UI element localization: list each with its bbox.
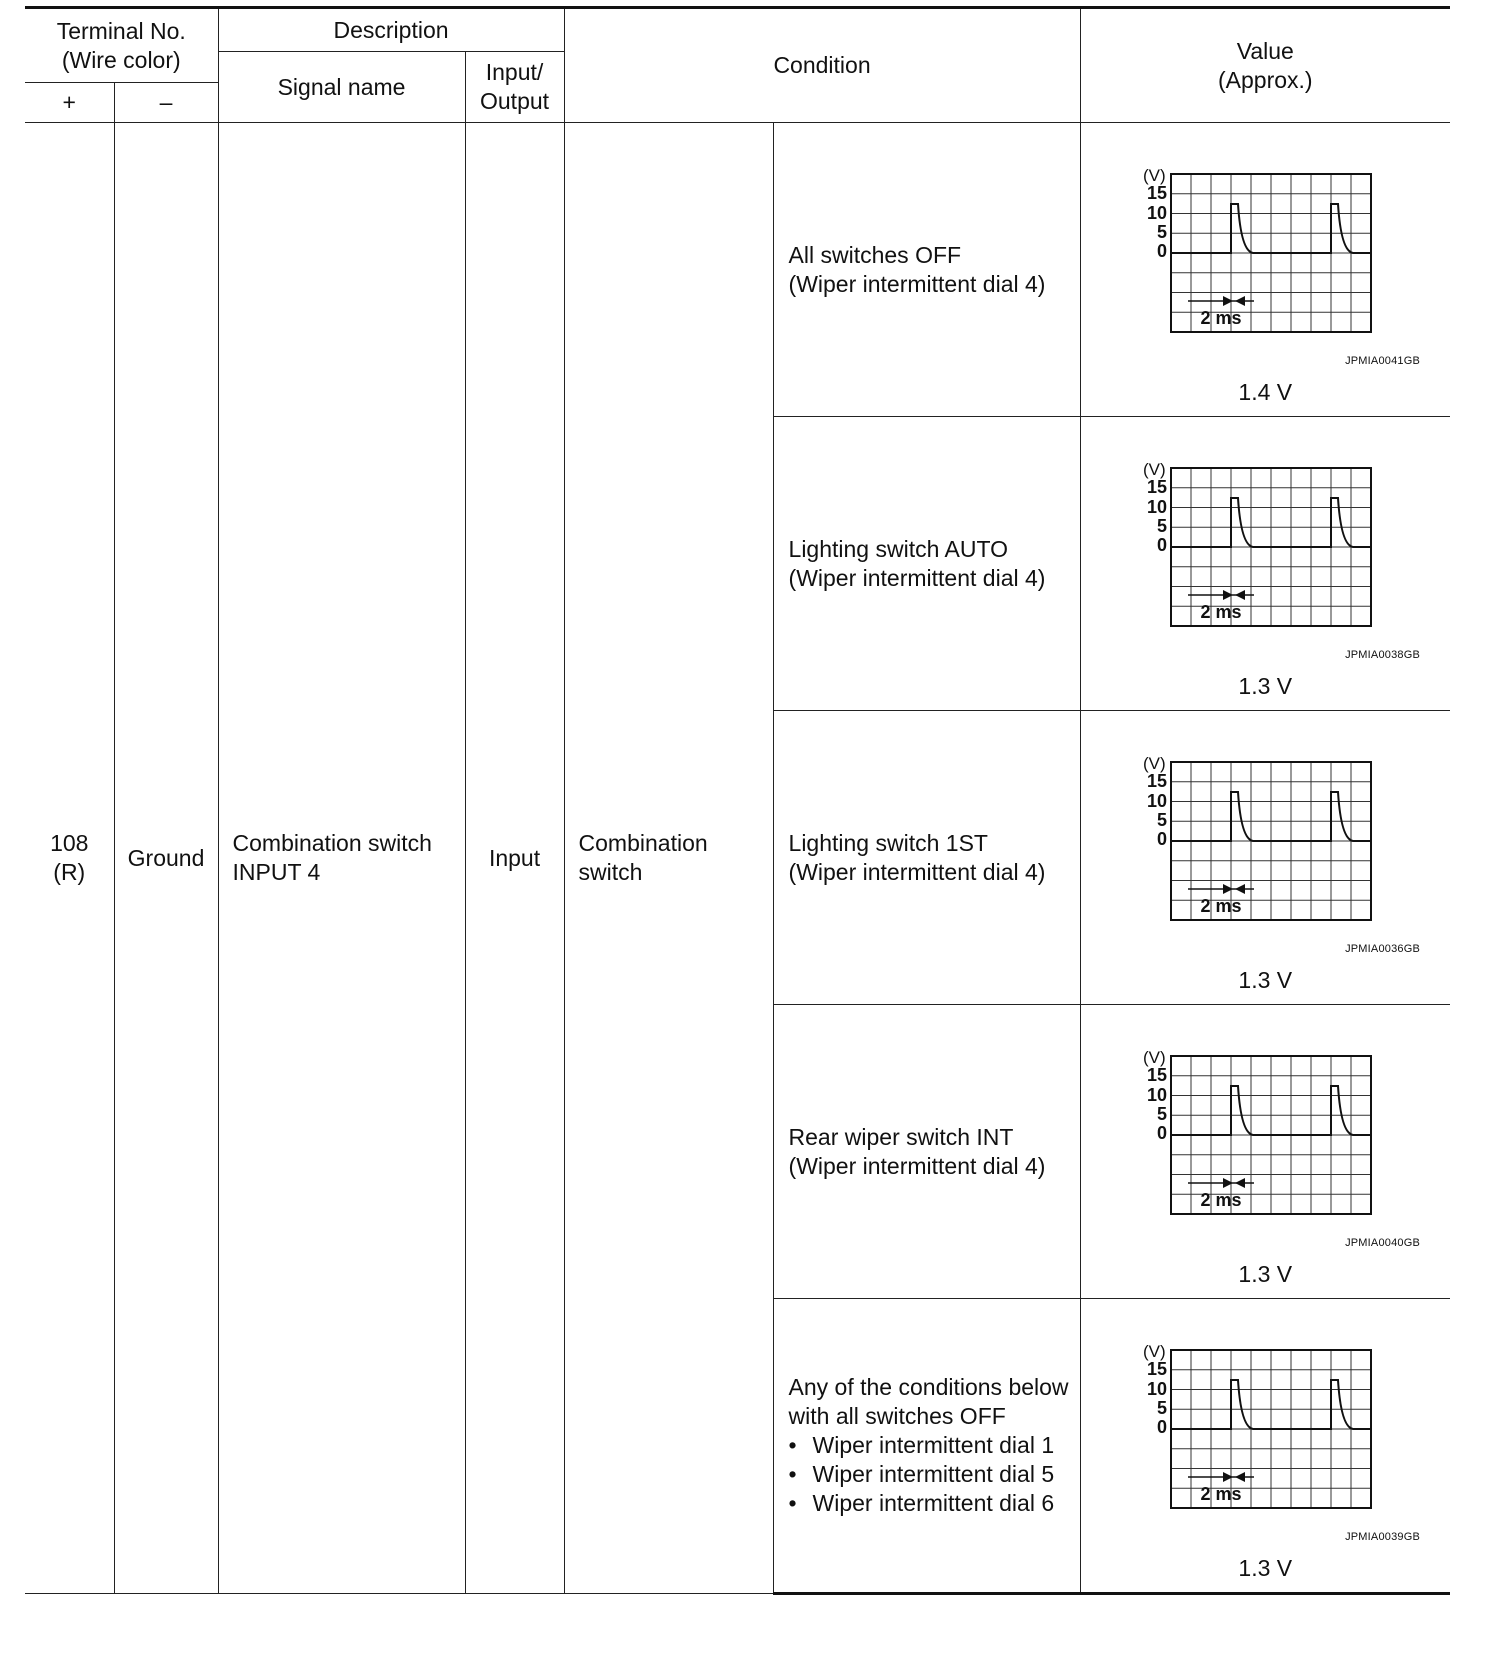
- value-cell: [1080, 1005, 1450, 1299]
- terminal-plus-header: +: [25, 83, 114, 123]
- time-arrow-left: [1235, 590, 1245, 600]
- oscilloscope-waveform: [1121, 1343, 1411, 1519]
- bullet-text: Wiper intermittent dial 1: [812, 1432, 1055, 1458]
- waveform-svg: [1121, 1343, 1411, 1513]
- condition-line2: (Wiper intermittent dial 4): [788, 270, 1046, 297]
- signal-name-header: Signal name: [218, 52, 465, 123]
- waveform-svg: [1121, 755, 1411, 925]
- axis-tick-label: 10: [1146, 203, 1167, 223]
- condition-header: Condition: [564, 8, 1080, 123]
- waveform-svg: [1121, 461, 1411, 631]
- oscilloscope-waveform: [1121, 1049, 1411, 1225]
- axis-tick-label: 0: [1156, 1417, 1167, 1437]
- axis-tick-label: 15: [1146, 1359, 1167, 1379]
- axis-tick-label: 10: [1146, 791, 1167, 811]
- value-cell: [1080, 123, 1450, 417]
- signal-name-line2: INPUT 4: [232, 859, 321, 885]
- condition-cell: [773, 1005, 1080, 1299]
- value-cell: [1080, 711, 1450, 1005]
- figure-id: JPMIA0041GB: [1345, 355, 1421, 367]
- condition-group-line2: switch: [578, 859, 643, 885]
- oscilloscope-waveform: [1121, 755, 1411, 931]
- bullet-text: Wiper intermittent dial 5: [812, 1461, 1055, 1487]
- input-output-cell: Input: [465, 123, 564, 1594]
- terminal-no-header-line1: Terminal No.: [56, 17, 186, 44]
- condition-line1: All switches OFF: [788, 241, 962, 268]
- time-scale-label: 2 ms: [1200, 896, 1242, 916]
- input-output-header-line2: Output: [480, 88, 550, 114]
- axis-tick-label: 15: [1146, 771, 1167, 791]
- value-header-line2: (Approx.): [1217, 66, 1313, 93]
- axis-tick-label: 10: [1146, 497, 1167, 517]
- axis-unit-label: (V): [1142, 461, 1166, 479]
- time-arrow-left: [1235, 1178, 1245, 1188]
- axis-tick-label: 0: [1156, 535, 1167, 555]
- oscilloscope-waveform: [1121, 461, 1411, 637]
- axis-tick-label: 10: [1146, 1379, 1167, 1399]
- axis-tick-label: 0: [1156, 829, 1167, 849]
- terminal-no-header-line2: (Wire color): [61, 46, 181, 73]
- condition-line2: (Wiper intermittent dial 4): [788, 564, 1046, 591]
- voltage-value: 1.3 V: [1238, 1261, 1293, 1287]
- condition-cell: [773, 123, 1080, 417]
- oscilloscope-waveform: [1121, 167, 1411, 343]
- condition-group-cell: [564, 123, 773, 1594]
- value-header-line1: Value: [1236, 37, 1294, 64]
- terminal-no-header: [25, 8, 218, 83]
- time-scale-label: 2 ms: [1200, 1190, 1242, 1210]
- condition-bullet: [789, 1460, 1074, 1489]
- axis-unit-label: (V): [1142, 755, 1166, 773]
- bullet-text: Wiper intermittent dial 6: [812, 1490, 1055, 1516]
- figure-id: JPMIA0040GB: [1345, 1237, 1421, 1249]
- bullet-dot: •: [788, 1432, 797, 1458]
- condition-line2: with all switches OFF: [788, 1403, 1006, 1429]
- axis-tick-label: 10: [1146, 1085, 1167, 1105]
- terminal-minus-header: –: [114, 83, 218, 123]
- time-scale-label: 2 ms: [1200, 308, 1242, 328]
- condition-cell: [773, 711, 1080, 1005]
- axis-tick-label: 0: [1156, 1123, 1167, 1143]
- condition-bullet: [789, 1431, 1074, 1460]
- condition-line1: Lighting switch 1ST: [788, 829, 988, 856]
- axis-tick-label: 5: [1156, 1398, 1167, 1418]
- signal-name-line1: Combination switch: [232, 830, 432, 856]
- input-output-header: [465, 52, 564, 123]
- voltage-value: 1.3 V: [1238, 1555, 1293, 1581]
- condition-line1: Rear wiper switch INT: [788, 1123, 1014, 1150]
- axis-tick-label: 15: [1146, 183, 1167, 203]
- bullet-dot: •: [788, 1461, 797, 1487]
- axis-tick-label: 15: [1146, 477, 1167, 497]
- time-scale-label: 2 ms: [1200, 1484, 1242, 1504]
- waveform-svg: [1121, 1049, 1411, 1219]
- condition-group-line1: Combination: [578, 830, 708, 856]
- time-arrow-left: [1235, 884, 1245, 894]
- input-output-header-line1: Input/: [485, 59, 544, 85]
- voltage-value: 1.3 V: [1238, 967, 1293, 993]
- condition-line2: (Wiper intermittent dial 4): [788, 858, 1046, 885]
- condition-cell: [773, 417, 1080, 711]
- condition-line2: (Wiper intermittent dial 4): [788, 1152, 1046, 1179]
- axis-tick-label: 15: [1146, 1065, 1167, 1085]
- axis-tick-label: 5: [1156, 516, 1167, 536]
- axis-unit-label: (V): [1142, 1343, 1166, 1361]
- axis-tick-label: 5: [1156, 1104, 1167, 1124]
- waveform-svg: [1121, 167, 1411, 337]
- terminal-plus-wire-color: (R): [53, 859, 86, 885]
- signal-name-cell: [218, 123, 465, 1594]
- condition-row-0: [25, 123, 1450, 417]
- axis-unit-label: (V): [1142, 167, 1166, 185]
- value-header: [1080, 8, 1450, 123]
- time-arrow-left: [1235, 296, 1245, 306]
- condition-cell: [773, 1299, 1080, 1594]
- value-cell: [1080, 417, 1450, 711]
- figure-id: JPMIA0038GB: [1345, 649, 1421, 661]
- voltage-value: 1.3 V: [1238, 673, 1293, 699]
- axis-tick-label: 5: [1156, 222, 1167, 242]
- time-arrow-left: [1235, 1472, 1245, 1482]
- figure-id: JPMIA0039GB: [1345, 1531, 1421, 1543]
- time-scale-label: 2 ms: [1200, 602, 1242, 622]
- terminal-plus-cell: [25, 123, 114, 1594]
- axis-tick-label: 0: [1156, 241, 1167, 261]
- condition-bullet: [789, 1489, 1074, 1518]
- condition-line1: Lighting switch AUTO: [788, 535, 1008, 562]
- terminal-minus-cell: Ground: [114, 123, 218, 1594]
- value-cell: [1080, 1299, 1450, 1594]
- figure-id: JPMIA0036GB: [1345, 943, 1421, 955]
- axis-unit-label: (V): [1142, 1049, 1166, 1067]
- description-header: Description: [218, 8, 564, 52]
- axis-tick-label: 5: [1156, 810, 1167, 830]
- condition-line1: Any of the conditions below: [788, 1374, 1069, 1400]
- bullet-dot: •: [788, 1490, 797, 1516]
- terminal-plus-number: 108: [50, 830, 89, 856]
- terminal-spec-table: [25, 6, 1450, 1595]
- voltage-value: 1.4 V: [1238, 379, 1293, 405]
